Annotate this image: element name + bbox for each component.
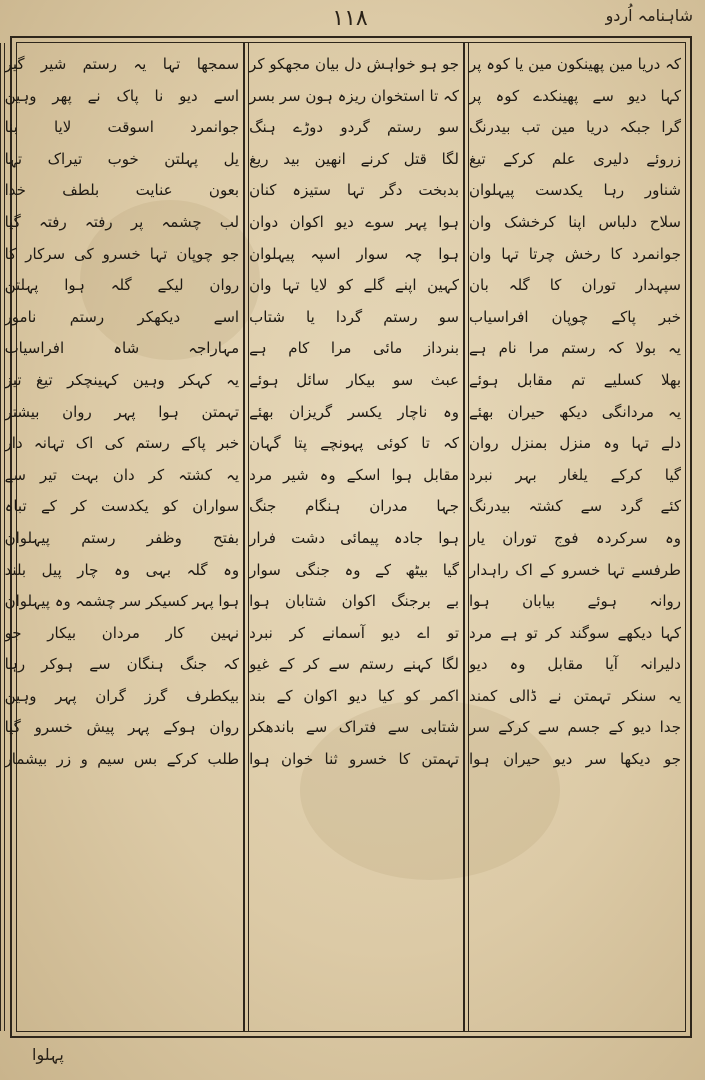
verse-line: وہ گلہ بہی وہ چار پیل بلند (4, 560, 240, 579)
verse-line: ہوا پہر سوے دیو اکوان دوان (249, 212, 459, 231)
verse-line: یہ کہکر وہین کہینچکر تیغ تیز (4, 370, 240, 389)
verse-column-1 (463, 43, 685, 1031)
verse-line: سلاح دلباس اپنا کرخشک وان (469, 212, 681, 231)
verse-columns (4, 43, 685, 1031)
verse-line: سپہدار توران کا گلہ بان (469, 276, 681, 295)
verse-line: اکمر کو کیا دیو اکوان کے بند (249, 686, 459, 705)
verse-line: یہ مردانگی دیکھ حیران بھئے (469, 402, 681, 421)
verse-line: جوانمرد کا رخش چرتا تہا وان (469, 244, 681, 263)
verse-line: کہ جنگ ہنگان سے ہوکر رہا (4, 655, 240, 674)
verse-line: جہا مدران ہنگام جنگ (249, 497, 459, 516)
verse-line: گرا جبکہ دریا مین تب بیدرنگ (469, 118, 681, 137)
verse-column-2 (243, 43, 463, 1031)
verse-line: لب چشمہ پر رفتہ رفتہ گیا (4, 212, 240, 231)
verse-line: اسے دیو نا پاک نے پھر وہین (4, 86, 240, 105)
verse-line: بھلا کسلیے تم مقابل ہوئے (469, 370, 681, 389)
verse-line: جوانمرد اسوقت لایا بنا (4, 118, 240, 137)
verse-line: نہین کار مردان بیکار جو (4, 623, 240, 642)
verse-line: کہا دیکھے سوگند کر تو ہے مرد (469, 623, 681, 642)
verse-line: یہ سنکر تہمتن نے ڈالی کمند (469, 686, 681, 705)
verse-line: دلیرانہ آیا مقابل وہ دیو (469, 655, 681, 674)
verse-line: کہ تا کوئی پہونچے پتا گہان (249, 434, 459, 453)
verse-line: بفتح وظفر رستم پیہلوان (4, 528, 240, 547)
verse-line: لگا کہنے رستم سے کر کے غیو (249, 655, 459, 674)
verse-line: شناور رہا یکدست پیہلوان (469, 181, 681, 200)
verse-line: سواران کو یکدست کر کے تباہ (4, 497, 240, 516)
verse-line: لگا قتل کرنے انھین بید ریغ (249, 149, 459, 168)
verse-line: جدا دیو کے جسم سے کرکے سر (469, 718, 681, 737)
verse-line: شتابی سے فتراک سے باندھکر (249, 718, 459, 737)
verse-line: بنرداز مائی مرا کام ہے (249, 339, 459, 358)
verse-line: عبث سو بیکار سائل ہوئے (249, 370, 459, 389)
verse-line: کہ تا استخوان ریزہ ہون سر بسر (249, 86, 459, 105)
verse-line: طرفسے تہا خسرو کے اک راہدار (469, 560, 681, 579)
verse-line: روان لیکے گلہ ہوا پہلتن (4, 276, 240, 295)
verse-line: یہ کشتہ کر دان بہت تیر سے (4, 465, 240, 484)
verse-line: سو رستم گردا یا شتاب (249, 307, 459, 326)
verse-line: وہ سرکردہ فوج توران یار (469, 528, 681, 547)
verse-line: وہ ناچار یکسر گریزان بھئے (249, 402, 459, 421)
verse-column-3 (0, 43, 243, 1031)
text-frame (4, 36, 692, 1038)
verse-line: مقابل ہوا اسکے وہ شیر مرد (249, 465, 459, 484)
verse-line: گیا کرکے یلغار بہر نبرد (469, 465, 681, 484)
verse-line: خبر پاکے چوپان افراسیاب (469, 307, 681, 326)
verse-line: کئے گرد سے کشتہ بیدرنگ (469, 497, 681, 516)
verse-line: بے برجنگ اکوان شتابان ہوا (249, 592, 459, 611)
verse-line: تو اے دیو آسمانے کر نبرد (249, 623, 459, 642)
verse-line: ہوا پہر کسیکر سر چشمہ وہ پیہلوان (4, 592, 240, 611)
verse-line: جو ہو خواہش دل بیان مجھکو کر (249, 55, 459, 73)
verse-line: سو رستم گردو دوڑے ہنگ (249, 118, 459, 137)
verse-line: زروئے دلیری علم کرکے تیغ (469, 149, 681, 168)
verse-line: بعون عنایت بلطف خدا (4, 181, 240, 200)
verse-line: مہاراجہ شاہ افراسیاب (4, 339, 240, 358)
verse-line: روانہ ہوئے بیابان ہوا (469, 592, 681, 611)
page-number: ۱۱۸ (332, 6, 368, 31)
verse-line: ہوا چہ سوار اسپہ پیہلوان (249, 244, 459, 263)
verse-line: جو دیکھا سر دیو حیران ہوا (469, 750, 681, 769)
verse-line: سمجھا تہا یہ رستم شیر گیر (4, 55, 240, 73)
verse-line: کہ دریا مین پھینکون مین یا کوہ پر (469, 55, 681, 73)
verse-line: روان ہوکے پہر پیش خسرو گیا (4, 718, 240, 737)
catchword: پہلوا (32, 1045, 64, 1064)
verse-line: یل پہلتن خوب تیراک تہا (4, 149, 240, 168)
verse-line: دلے تہا وہ منزل بمنزل روان (469, 434, 681, 453)
verse-line: جو چوپان تہا خسرو کی سرکار کا (4, 244, 240, 263)
verse-line: کہا دیو سے پھینکدے کوہ پر (469, 86, 681, 105)
verse-line: کہین اپنے گلے کو لایا تہا وان (249, 276, 459, 295)
verse-line: اسے دیکھکر رستم نامور (4, 307, 240, 326)
verse-line: خبر پاکے رستم کی اک تہانہ دار (4, 434, 240, 453)
verse-line: طلب کرکے بس سیم و زر بیشمار (4, 750, 240, 769)
verse-line: یہ بولا کہ رستم مرا نام ہے (469, 339, 681, 358)
text-frame-inner (4, 42, 686, 1032)
book-title: شاہنامہ اُردو (605, 6, 693, 25)
verse-line: گیا بیٹھ کے وہ جنگی سوار (249, 560, 459, 579)
verse-line: ہوا جادہ پیمائی دشت فرار (249, 528, 459, 547)
verse-line: بیکطرف گرز گران پہر وہین (4, 686, 240, 705)
verse-line: تہمتن ہوا پہر روان بیشتر (4, 402, 240, 421)
verse-line: تہمتن کا خسرو ثنا خوان ہوا (249, 750, 459, 769)
verse-line: بدبخت دگر تہا ستیزہ کنان (249, 181, 459, 200)
